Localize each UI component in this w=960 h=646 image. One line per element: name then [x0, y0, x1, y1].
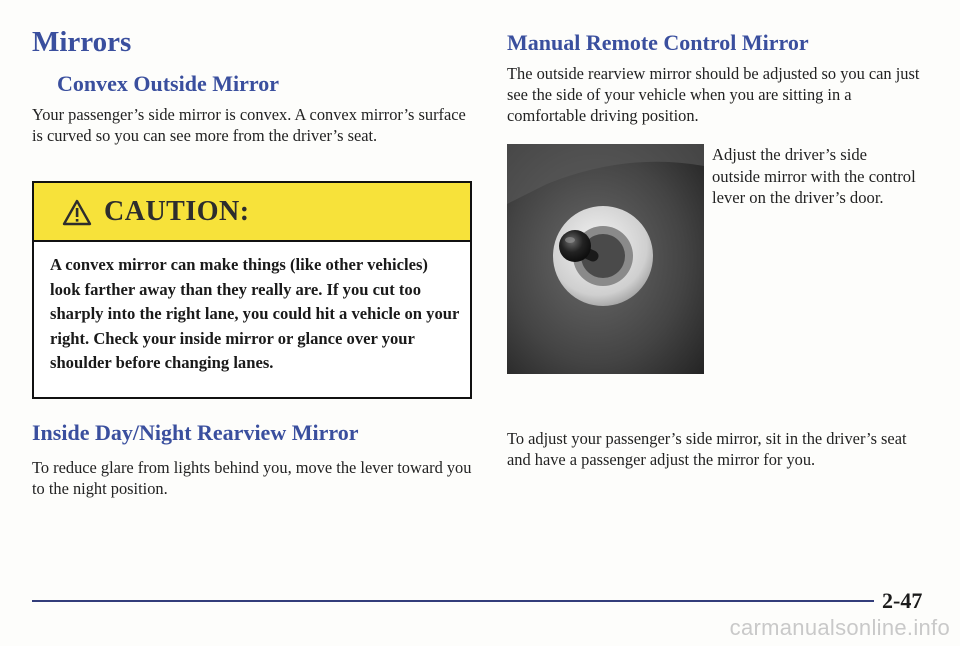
caution-heading	[62, 196, 250, 228]
caution-box	[32, 181, 472, 399]
page-number: 2-47	[882, 588, 923, 613]
photo-caption: Adjust the driver’s side outside mirror with the control lever on the driver’s door.	[712, 145, 916, 207]
watermark: carmanualsonline.info	[729, 615, 950, 640]
manual-mirror-heading: Manual Remote Control Mirror	[507, 30, 809, 55]
mirror-control-photo	[507, 144, 704, 374]
footer-rule	[32, 600, 874, 602]
convex-mirror-text: Your passenger’s side mirror is convex. A convex mirror’s surface is curved so you can see more from the driver’s seat.	[32, 105, 466, 145]
inside-mirror-heading: Inside Day/Night Rearview Mirror	[32, 420, 359, 445]
manual-mirror-text: The outside rearview mirror should be adjusted so you can just see the side of your vehicle when you are sitting in a comfortable driving position.	[507, 64, 920, 125]
convex-mirror-heading: Convex Outside Mirror	[57, 71, 280, 96]
inside-mirror-text: To reduce glare from lights behind you, move the lever toward you to the night position.	[32, 458, 472, 498]
passenger-mirror-text: To adjust your passenger’s side mirror, sit in the driver’s seat and have a passenger adjust the mirror for you.	[507, 429, 907, 469]
caution-title: CAUTION:	[104, 196, 250, 227]
caution-band	[34, 183, 470, 242]
page-title: Mirrors	[32, 26, 132, 58]
warning-triangle-icon	[62, 199, 92, 226]
caution-text: A convex mirror can make things (like other vehicles) look farther away than they really are. If you cut too sharply into the right lane, you could hit a vehicle on your right. Check your inside mirror or glance over your shoulder before changing lanes.	[50, 255, 460, 372]
